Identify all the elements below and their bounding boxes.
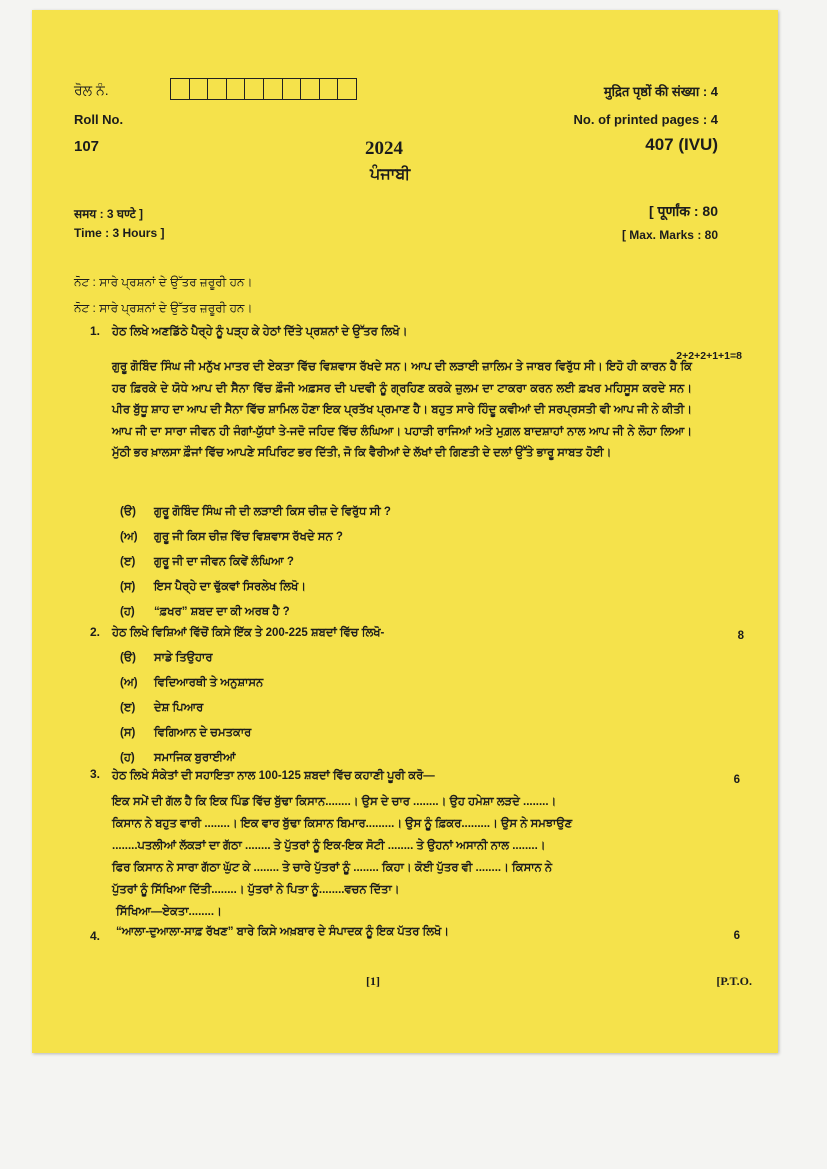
q2-item-text: ਸਮਾਜਿਕ ਬੁਰਾਈਆਂ bbox=[154, 752, 236, 764]
q3-story-outline bbox=[112, 791, 724, 923]
q1-item-label: (ੲ) bbox=[120, 556, 136, 568]
q1-item-label: (ਅ) bbox=[120, 531, 138, 543]
q1-item-label: (ੳ) bbox=[120, 506, 137, 518]
q2-item-label: (ਹ) bbox=[120, 752, 135, 764]
code-left: 107 bbox=[74, 138, 100, 155]
printed-pages-hindi: मुद्रित पृष्ठों की संख्या : 4 bbox=[603, 84, 718, 99]
roll-number-boxes[interactable] bbox=[170, 78, 357, 100]
pto-marker: [P.T.O. bbox=[716, 974, 752, 988]
q3-line: ਸਿੱਖਿਆ—ਏਕਤਾ........। bbox=[116, 906, 222, 918]
time-hindi: समय : 3 घण्टे ] bbox=[74, 207, 143, 221]
exam-year: 2024 bbox=[365, 138, 403, 159]
note-line: ਨੋਟ : ਸਾਰੇ ਪ੍ਰਸ਼ਨਾਂ ਦੇ ਉੱਤਰ ਜ਼ਰੂਰੀ ਹਨ। bbox=[74, 301, 253, 315]
q2-marks: 8 bbox=[737, 630, 744, 642]
q4-text: “ਆਲਾ-ਦੁਆਲਾ-ਸਾਫ਼ ਰੱਖਣ” ਬਾਰੇ ਕਿਸੇ ਅਖ਼ਬਾਰ ਦੇ ਸੰਪਾਦਕ ਨੂੰ ਇਕ ਪੱਤਰ ਲਿਖੋ। bbox=[116, 926, 450, 938]
time-english: Time : 3 Hours ] bbox=[74, 226, 165, 240]
q1-item-text: ਗੁਰੂ ਗੋਬਿੰਦ ਸਿੰਘ ਜੀ ਦੀ ਲੜਾਈ ਕਿਸ ਚੀਜ਼ ਦੇ ਵਿਰੁੱਧ ਸੀ ? bbox=[154, 506, 391, 518]
q1-passage: ਗੁਰੂ ਗੋਬਿੰਦ ਸਿੰਘ ਜੀ ਮਨੁੱਖ ਮਾਤਰ ਦੀ ਏਕਤਾ ਵਿੱਚ ਵਿਸ਼ਵਾਸ ਰੱਖਦੇ ਸਨ। ਆਪ ਦੀ ਲੜਾਈ ਜ਼ਾਲਿਮ ਤੇ ਜਾਬਰ ਵਿਰੁੱਧ ਸੀ। ਇਹੋ ਹੀ ਕਾਰਨ ਹੈ ਕਿ ਹਰ ਫ਼ਿਰਕੇ ਦੇ ਯੋਧੇ ਆਪ ਦੀ ਸੈਨਾ ਵਿੱਚ ਫ਼ੌਜੀ ਅਫ਼ਸਰ ਦੀ ਪਦਵੀ ਨੂੰ ਗ੍ਰਹਿਣ ਕਰਕੇ ਜ਼ੁਲਮ ਦਾ ਟਾਕਰਾ ਕਰਨ ਲਈ ਫ਼ਖਰ ਮਹਿਸੂਸ ਕਰਦੇ ਸਨ। ਪੀਰ ਬੁੱਧੂ ਸ਼ਾਹ ਦਾ ਆਪ ਦੀ ਸੈਨਾ ਵਿੱਚ ਸ਼ਾਮਿਲ ਹੋਣਾ ਇਕ ਪ੍ਰਤੱਖ ਪ੍ਰਮਾਣ ਹੈ। ਬਹੁਤ ਸਾਰੇ ਹਿੰਦੂ ਕਵੀਆਂ ਦੀ ਸਰਪ੍ਰਸਤੀ ਵੀ ਆਪ ਜੀ ਨੇ ਕੀਤੀ। ਆਪ ਜੀ ਦਾ ਸਾਰਾ ਜੀਵਨ ਹੀ ਜੰਗਾਂ-ਯੁੱਧਾਂ ਤੇ-ਜਦੋ ਜਹਿਦ ਵਿੱਚ ਲੰਘਿਆ। ਪਹਾੜੀ ਰਾਜਿਆਂ ਅਤੇ ਮੁਗ਼ਲ ਬਾਦਸ਼ਾਹਾਂ ਨਾਲ ਆਪ ਜੀ ਨੇ ਲੋਹਾ ਲਿਆ। ਮੁੱਠੀ ਭਰ ਖ਼ਾਲਸਾ ਫ਼ੌਜਾਂ ਵਿੱਚ ਆਪਣੇ ਸਪਿਰਿਟ ਭਰ ਦਿੱਤੀ, ਜੋ ਕਿ ਵੈਰੀਆਂ ਦੇ ਲੱਖਾਂ ਦੀ ਗਿਣਤੀ ਦੇ ਦਲਾਂ ਉੱਤੇ ਭਾਰੂ ਸਾਬਤ ਹੋਈ। bbox=[112, 361, 692, 459]
q2-heading: ਹੇਠ ਲਿਖੇ ਵਿਸ਼ਿਆਂ ਵਿੱਚੋਂ ਕਿਸੇ ਇੱਕ ਤੇ 200-225 ਸ਼ਬਦਾਂ ਵਿੱਚ ਲਿਖੋ- bbox=[112, 627, 385, 639]
q3-number: 3. bbox=[90, 767, 101, 781]
q3-line: ਕਿਸਾਨ ਨੇ ਬਹੁਤ ਵਾਰੀ ........। ਇਕ ਵਾਰ ਬੁੱਢਾ ਕਿਸਾਨ ਬਿਮਾਰ.........। ਉਸ ਨੂੰ ਫ਼ਿਕਰ.........। ਉਸ ਨੇ ਸਮਝਾਉਣ bbox=[112, 818, 573, 830]
q2-item-label: (ਸ) bbox=[120, 727, 136, 739]
q2-number: 2. bbox=[90, 625, 101, 639]
printed-pages-english: No. of printed pages : 4 bbox=[573, 112, 718, 127]
q1-marks: 2+2+2+1+1=8 bbox=[676, 350, 742, 362]
q2-item-label: (ੲ) bbox=[120, 702, 136, 714]
marks-english: [ Max. Marks : 80 bbox=[621, 228, 718, 242]
q2-item-text: ਸਾਡੇ ਤਿਉਹਾਰ bbox=[154, 652, 213, 664]
subject-title: ਪੰਜਾਬੀ bbox=[370, 166, 411, 183]
q1-number: 1. bbox=[90, 324, 101, 338]
q1-heading: ਹੇਠ ਲਿਖੇ ਅਣਡਿੱਠੇ ਪੈਰ੍ਹੇ ਨੂੰ ਪੜ੍ਹ ਕੇ ਹੇਠਾਂ ਦਿੱਤੇ ਪ੍ਰਸ਼ਨਾਂ ਦੇ ਉੱਤਰ ਲਿਖੋ। bbox=[112, 326, 408, 338]
q3-line: ........ਪਤਲੀਆਂ ਲੱਕੜਾਂ ਦਾ ਗੱਠਾ ........ ਤੇ ਪੁੱਤਰਾਂ ਨੂੰ ਇਕ-ਇਕ ਸੋਟੀ ........ ਤੇ ਉਹਨਾਂ ਅਸਾਨੀ ਨਾਲ ........। bbox=[112, 840, 546, 852]
page-number: [1] bbox=[366, 974, 380, 988]
marks-hindi: [ पूर्णांक : 80 bbox=[648, 203, 718, 219]
q3-line: ਇਕ ਸਮੇਂ ਦੀ ਗੱਲ ਹੈ ਕਿ ਇਕ ਪਿੰਡ ਵਿੱਚ ਬੁੱਢਾ ਕਿਸਾਨ........। ਉਸ ਦੇ ਚਾਰ ........। ਉਹ ਹਮੇਸ਼ਾ ਲੜਦੇ ........। bbox=[112, 796, 557, 808]
q4-number: 4. bbox=[90, 929, 101, 943]
q1-item-text: ਗੁਰੂ ਜੀ ਕਿਸ ਚੀਜ਼ ਵਿੱਚ ਵਿਸ਼ਵਾਸ ਰੱਖਦੇ ਸਨ ? bbox=[154, 531, 343, 543]
q2-item-text: ਦੇਸ਼ ਪਿਆਰ bbox=[154, 702, 204, 714]
q2-item-text: ਵਿਦਿਆਰਥੀ ਤੇ ਅਨੁਸ਼ਾਸਨ bbox=[154, 677, 264, 689]
q4-marks: 6 bbox=[733, 930, 740, 942]
q2-item-label: (ਅ) bbox=[120, 677, 138, 689]
q1-item-label: (ਹ) bbox=[120, 606, 135, 618]
roll-label-english: Roll No. bbox=[74, 112, 124, 127]
q1-item-text: ਇਸ ਪੈਰ੍ਹੇ ਦਾ ਢੁੱਕਵਾਂ ਸਿਰਲੇਖ ਲਿਖੋ। bbox=[154, 581, 307, 593]
q3-line: ਫਿਰ ਕਿਸਾਨ ਨੇ ਸਾਰਾ ਗੱਠਾ ਘੁੱਟ ਕੇ ........ ਤੇ ਚਾਰੇ ਪੁੱਤਰਾਂ ਨੂੰ ........ ਕਿਹਾ। ਕੋਈ ਪੁੱਤਰ ਵੀ ........। ਕਿਸਾਨ ਨੇ bbox=[112, 862, 553, 874]
roll-label-punjabi: ਰੋਲ ਨੰ. bbox=[74, 82, 109, 98]
q2-item-label: (ੳ) bbox=[120, 652, 137, 664]
note-line: ਨੋਟ : ਸਾਰੇ ਪ੍ਰਸ਼ਨਾਂ ਦੇ ਉੱਤਰ ਜ਼ਰੂਰੀ ਹਨ। bbox=[74, 275, 253, 289]
q2-item-text: ਵਿਗਿਆਨ ਦੇ ਚਮਤਕਾਰ bbox=[154, 727, 252, 739]
q3-marks: 6 bbox=[733, 774, 740, 786]
q3-heading: ਹੇਠ ਲਿਖੇ ਸੰਕੇਤਾਂ ਦੀ ਸਹਾਇਤਾ ਨਾਲ 100-125 ਸ਼ਬਦਾਂ ਵਿੱਚ ਕਹਾਣੀ ਪੂਰੀ ਕਰੋ— bbox=[112, 770, 435, 782]
q1-item-text: “ਫ਼ਖਰ” ਸ਼ਬਦ ਦਾ ਕੀ ਅਰਥ ਹੈ ? bbox=[154, 606, 290, 618]
q1-item-text: ਗੁਰੂ ਜੀ ਦਾ ਜੀਵਨ ਕਿਵੇਂ ਲੰਘਿਆ ? bbox=[154, 556, 294, 568]
q3-line: ਪੁੱਤਰਾਂ ਨੂੰ ਸਿੱਖਿਆ ਦਿੱਤੀ........। ਪੁੱਤਰਾਂ ਨੇ ਪਿਤਾ ਨੂੰ........ਵਚਨ ਦਿੱਤਾ। bbox=[112, 884, 400, 896]
paper-code: 407 (IVU) bbox=[645, 135, 718, 154]
exam-paper-sheet bbox=[32, 10, 778, 1053]
q1-item-label: (ਸ) bbox=[120, 581, 136, 593]
